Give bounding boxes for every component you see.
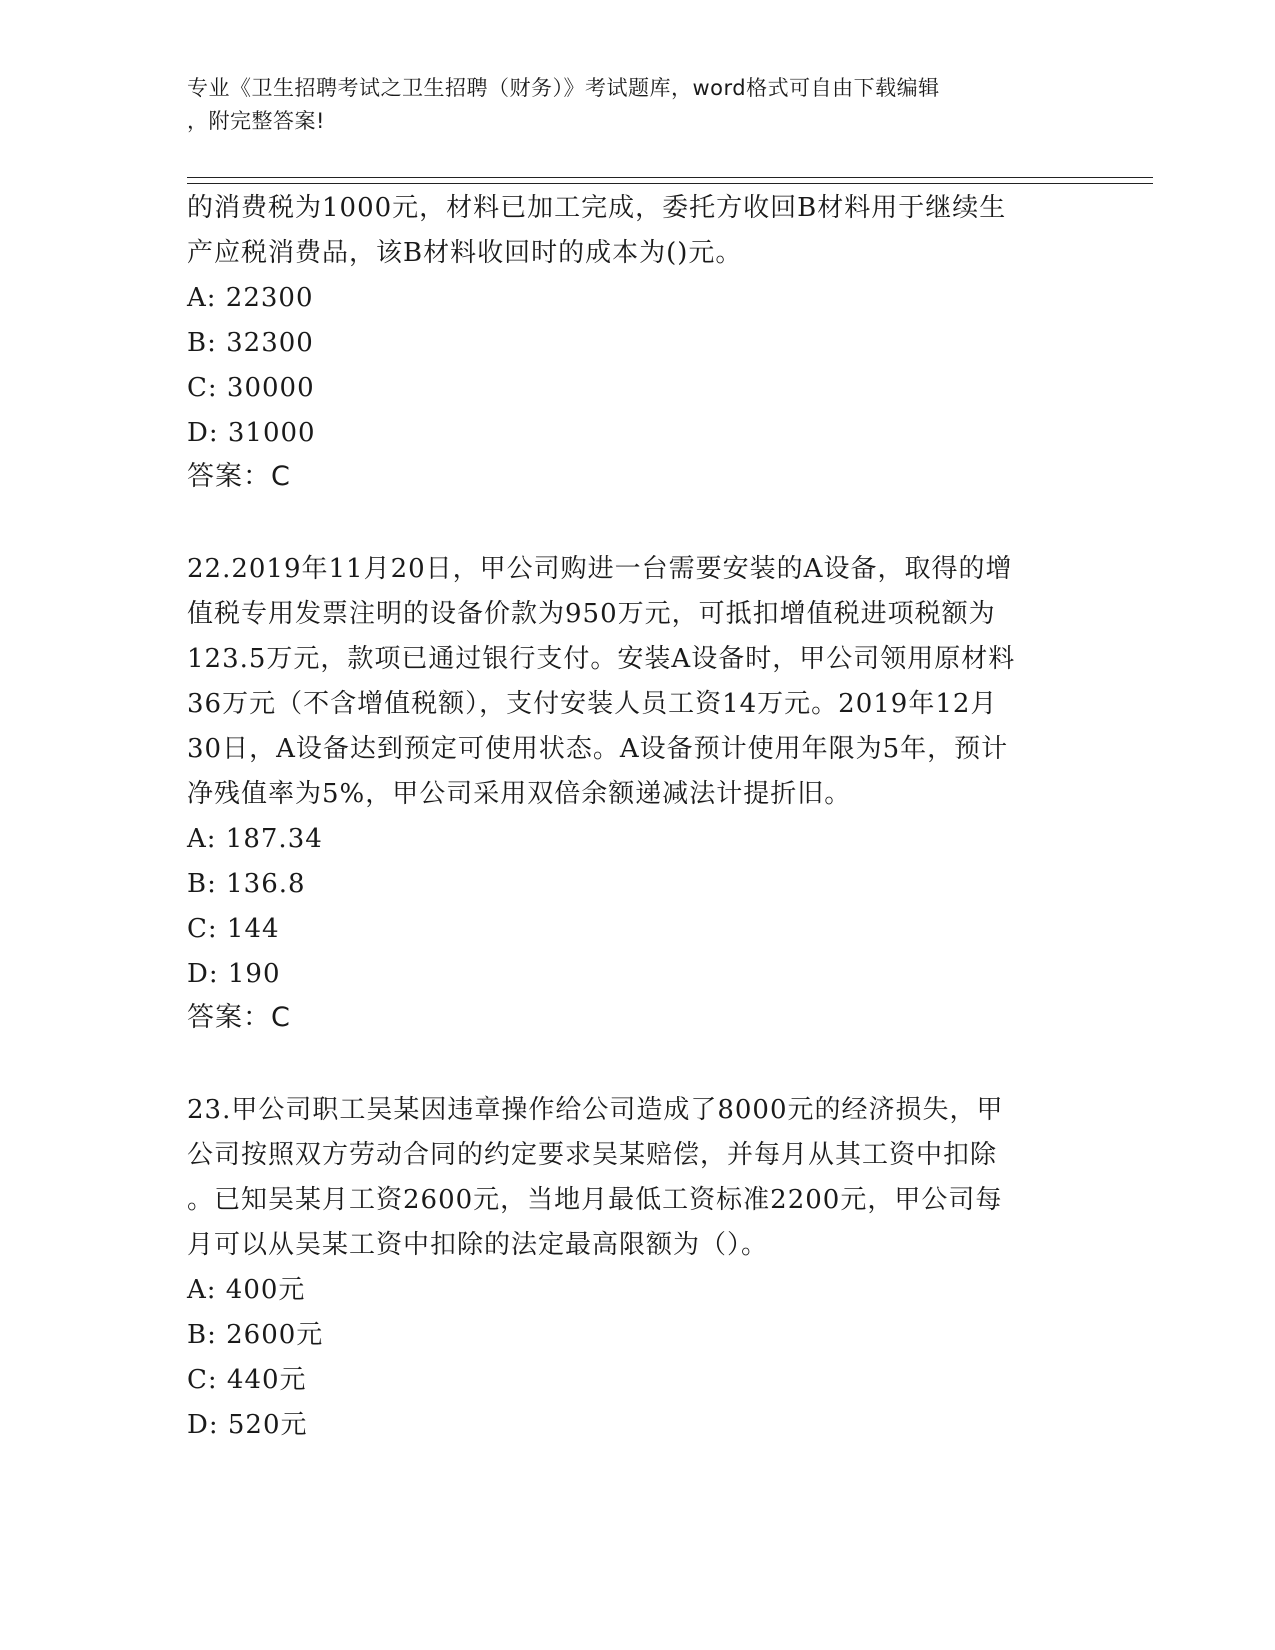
question-21 [187, 186, 1087, 498]
header-divider-bottom [187, 183, 1153, 184]
option-c: C: 440元 [187, 1365, 307, 1395]
question-22 [187, 547, 1087, 1039]
option-a: A: 187.34 [187, 824, 323, 854]
question-stem-line: 产应税消费品，该B材料收回时的成本为()元。 [187, 238, 743, 268]
question-stem-line: 值税专用发票注明的设备价款为950万元，可抵扣增值税进项税额为 [187, 599, 996, 629]
document-body [187, 186, 1087, 1448]
question-stem-line: 23.甲公司职工吴某因违章操作给公司造成了8000元的经济损失，甲 [187, 1095, 1004, 1125]
question-stem-line: 22.2019年11月20日，甲公司购进一台需要安装的A设备，取得的增 [187, 554, 1013, 584]
option-d: D: 31000 [187, 418, 316, 448]
option-c: C: 144 [187, 914, 280, 944]
header-line-2: ，附完整答案! [187, 109, 325, 133]
spacer [187, 1039, 1087, 1088]
option-b: B: 136.8 [187, 869, 306, 899]
option-a: A: 22300 [187, 283, 314, 313]
option-a: A: 400元 [187, 1275, 306, 1305]
option-b: B: 32300 [187, 328, 314, 358]
question-stem-line: 。已知吴某月工资2600元，当地月最低工资标准2200元，甲公司每 [187, 1185, 1003, 1215]
question-stem-line: 公司按照双方劳动合同的约定要求吴某赔偿，并每月从其工资中扣除 [187, 1140, 998, 1170]
header-divider-top [187, 177, 1153, 178]
question-stem-line: 月可以从吴某工资中扣除的法定最高限额为（）。 [187, 1230, 769, 1260]
answer-line: 答案：C [187, 461, 291, 492]
header-line-1: 专业《卫生招聘考试之卫生招聘（财务）》考试题库，word格式可自由下载编辑 [187, 76, 940, 100]
answer-line: 答案：C [187, 1002, 291, 1033]
option-c: C: 30000 [187, 373, 315, 403]
option-b: B: 2600元 [187, 1320, 324, 1350]
option-d: D: 520元 [187, 1410, 308, 1440]
question-stem-line: 的消费税为1000元，材料已加工完成，委托方收回B材料用于继续生 [187, 193, 1007, 223]
question-stem-line: 30日，A设备达到预定可使用状态。A设备预计使用年限为5年，预计 [187, 734, 1009, 764]
question-stem-line: 净残值率为5%，甲公司采用双倍余额递减法计提折旧。 [187, 779, 852, 809]
spacer [187, 498, 1087, 547]
question-stem-line: 36万元（不含增值税额），支付安装人员工资14万元。2019年12月 [187, 689, 998, 719]
document-header [187, 72, 1067, 138]
option-d: D: 190 [187, 959, 281, 989]
question-23 [187, 1088, 1087, 1448]
question-stem-line: 123.5万元，款项已通过银行支付。安装A设备时，甲公司领用原材料 [187, 644, 1016, 674]
